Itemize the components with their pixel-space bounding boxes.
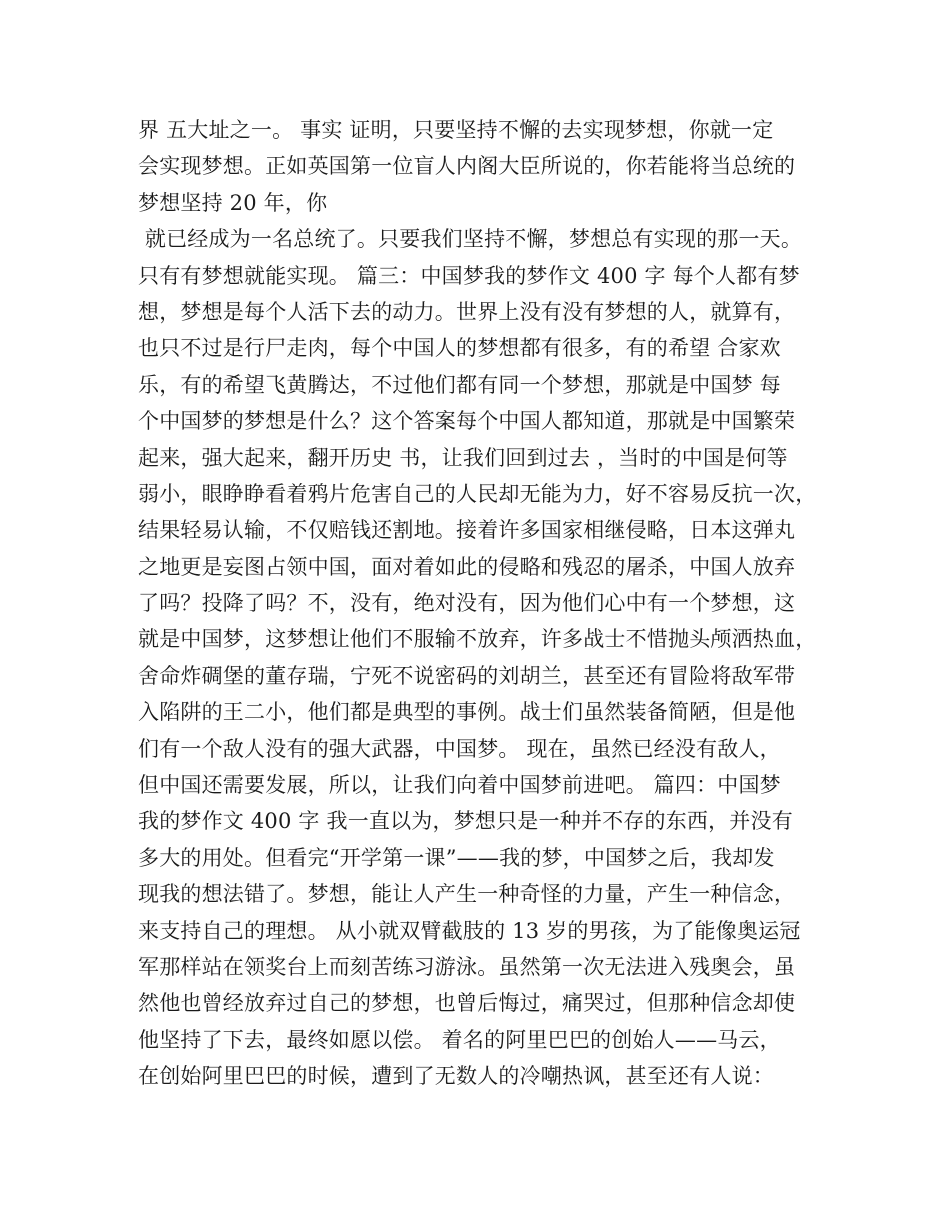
text-line-23: 来支持自己的理想。 从小就双臂截肢的 13 岁的男孩，为了能像奥运冠	[138, 918, 801, 943]
body-text	[138, 112, 838, 1095]
text-line-16: 舍命炸碉堡的董存瑞，宁死不说密码的刘胡兰，甚至还有冒险将敌军带	[138, 663, 796, 688]
text-line-27: 在创始阿里巴巴的时候，遭到了无数人的冷嘲热讽，甚至还有人说：	[138, 1064, 774, 1089]
text-line-5: 只有有梦想就能实现。 篇三：中国梦我的梦作文 400 字 每个人都有梦	[138, 263, 800, 288]
text-line-21: 多大的用处。但看完“开学第一课”——我的梦，中国梦之后，我却发	[138, 845, 775, 870]
text-line-10: 起来，强大起来，翻开历史 书，让我们回到过去 ，当时的中国是何等	[138, 445, 788, 470]
text-line-9: 个中国梦的梦想是什么？这个答案每个中国人都知道，那就是中国繁荣	[138, 409, 796, 434]
text-line-26: 他坚持了下去，最终如愿以偿。 着名的阿里巴巴的创始人——马云，	[138, 1027, 781, 1052]
text-line-4: 就已经成为一名总统了。只要我们坚持不懈，梦想总有实现的那一天。	[138, 227, 803, 252]
text-line-22: 现我的想法错了。梦想，能让人产生一种奇怪的力量，产生一种信念，	[138, 882, 796, 907]
text-line-13: 之地更是妄图占领中国，面对着如此的侵略和残忍的屠杀，中国人放弃	[138, 554, 796, 579]
text-line-2: 会实现梦想。正如英国第一位盲人内阁大臣所说的，你若能将当总统的	[138, 154, 796, 179]
text-line-12: 结果轻易认输，不仅赔钱还割地。接着许多国家相继侵略，日本这弹丸	[138, 518, 796, 543]
text-line-6: 想，梦想是每个人活下去的动力。世界上没有没有梦想的人，就算有，	[138, 299, 796, 324]
text-line-17: 入陷阱的王二小，他们都是典型的事例。战士们虽然装备简陋，但是他	[138, 700, 796, 725]
text-line-7: 也只不过是行尸走肉，每个中国人的梦想都有很多，有的希望 合家欢	[138, 336, 781, 361]
text-line-3: 梦想坚持 20 年，你	[138, 190, 328, 215]
text-line-18: 们有一个敌人没有的强大武器，中国梦。 现在，虽然已经没有敌人，	[138, 736, 781, 761]
text-line-19: 但中国还需要发展，所以，让我们向着中国梦前进吧。 篇四：中国梦	[138, 773, 781, 798]
text-line-11: 弱小，眼睁睁看着鸦片危害自己的人民却无能为力，好不容易反抗一次，	[138, 481, 817, 506]
text-line-20: 我的梦作文 400 字 我一直以为，梦想只是一种并不存的东西，并没有	[138, 809, 793, 834]
text-line-14: 了吗？投降了吗？不，没有，绝对没有，因为他们心中有一个梦想，这	[138, 591, 796, 616]
text-line-25: 然他也曾经放弃过自己的梦想，也曾后悔过，痛哭过，但那种信念却使	[138, 991, 796, 1016]
text-line-1: 界 五大址之一。 事实 证明，只要坚持不懈的去实现梦想，你就一定	[138, 118, 774, 142]
text-line-24: 军那样站在领奖台上而刻苦练习游泳。虽然第一次无法进入残奥会，虽	[138, 954, 796, 979]
text-line-8: 乐，有的希望飞黄腾达，不过他们都有同一个梦想，那就是中国梦 每	[138, 372, 781, 397]
text-line-15: 就是中国梦，这梦想让他们不服输不放弃，许多战士不惜抛头颅洒热血，	[138, 627, 817, 652]
